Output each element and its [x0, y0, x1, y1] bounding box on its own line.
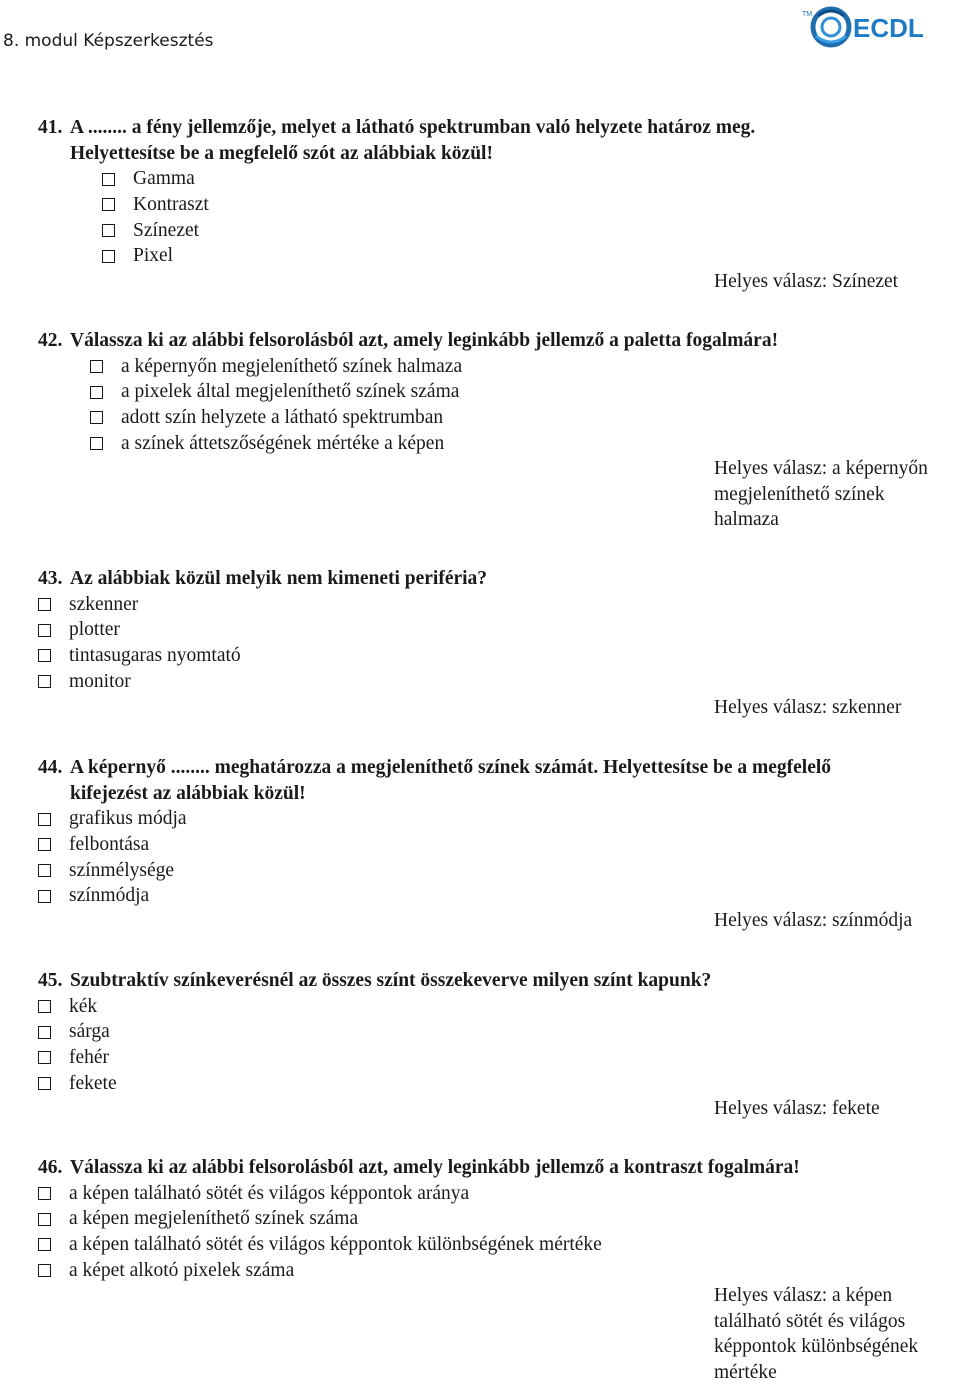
question-number: 44. — [38, 757, 63, 778]
question-title-line: Szubtraktív színkeverésnél az összes színt összekeverve milyen színt kapunk? — [70, 970, 712, 991]
answer-line: Helyes válasz: a képernyőn — [714, 458, 928, 479]
question-title-line: Az alábbiak közül melyik nem kimeneti periféria? — [70, 568, 488, 589]
checkbox[interactable] — [102, 198, 115, 211]
option-label: felbontása — [69, 834, 150, 856]
option-label: grafikus módja — [69, 808, 187, 830]
option-label: fekete — [69, 1072, 117, 1094]
option-item[interactable] — [90, 379, 778, 405]
option-item[interactable] — [38, 883, 831, 909]
option-label: Pixel — [133, 245, 174, 267]
option-list — [38, 166, 755, 269]
option-item[interactable] — [102, 243, 755, 269]
option-item[interactable] — [38, 1071, 711, 1097]
option-item[interactable] — [38, 1258, 800, 1284]
question-number: 41. — [38, 117, 63, 138]
correct-answer — [714, 908, 960, 934]
checkbox[interactable] — [38, 649, 51, 662]
option-label: adott szín helyzete a látható spektrumban — [121, 407, 444, 429]
checkbox[interactable] — [90, 411, 103, 424]
answer-line: Helyes válasz: szkenner — [714, 697, 902, 718]
question-43 — [38, 566, 487, 694]
option-item[interactable] — [102, 218, 755, 244]
option-item[interactable] — [38, 858, 831, 884]
option-item[interactable] — [38, 669, 487, 695]
option-item[interactable] — [38, 1019, 711, 1045]
question-title-line: Válassza ki az alábbi felsorolásból azt, amely leginkább jellemző a paletta fogalmára! — [70, 330, 779, 351]
option-item[interactable] — [38, 592, 487, 618]
question-title — [38, 968, 711, 994]
checkbox[interactable] — [102, 173, 115, 186]
answer-line: megjeleníthető színek — [714, 483, 885, 505]
checkbox[interactable] — [90, 437, 103, 450]
question-42 — [38, 328, 778, 456]
checkbox[interactable] — [38, 1000, 51, 1013]
option-item[interactable] — [38, 1045, 711, 1071]
checkbox[interactable] — [38, 1026, 51, 1039]
checkbox[interactable] — [38, 864, 51, 877]
question-title — [38, 566, 487, 592]
correct-answer — [714, 1096, 960, 1122]
correct-answer — [714, 1283, 960, 1386]
checkbox[interactable] — [38, 675, 51, 688]
question-title — [38, 1155, 800, 1181]
correct-answer — [714, 269, 960, 295]
option-label: Kontraszt — [133, 194, 209, 216]
option-item[interactable] — [38, 1232, 800, 1258]
option-item[interactable] — [38, 994, 711, 1020]
checkbox[interactable] — [38, 890, 51, 903]
question-45 — [38, 968, 711, 1096]
option-label: Színezet — [133, 219, 200, 241]
question-title — [38, 328, 778, 354]
answer-line: mértéke — [714, 1362, 777, 1384]
question-title-line: Válassza ki az alábbi felsorolásból azt, amely leginkább jellemző a kontraszt fogalmára! — [70, 1157, 800, 1178]
checkbox[interactable] — [102, 250, 115, 263]
checkbox[interactable] — [38, 1213, 51, 1226]
option-list — [38, 1181, 800, 1284]
option-item[interactable] — [90, 431, 778, 457]
option-label: a képen található sötét és világos képpontok aránya — [69, 1182, 470, 1204]
option-list — [38, 994, 711, 1097]
option-label: Gamma — [133, 168, 195, 190]
question-41 — [38, 115, 755, 269]
checkbox[interactable] — [38, 1238, 51, 1251]
option-label: a pixelek által megjeleníthető színek száma — [121, 381, 460, 403]
answer-line: található sötét és világos — [714, 1310, 906, 1332]
question-44 — [38, 755, 831, 909]
option-label: kék — [69, 995, 98, 1017]
checkbox[interactable] — [38, 1077, 51, 1090]
question-number: 42. — [38, 330, 63, 351]
option-list — [38, 354, 778, 457]
answer-line: Helyes válasz: színmódja — [714, 910, 913, 931]
answer-line: Helyes válasz: Színezet — [714, 271, 899, 292]
option-item[interactable] — [38, 1181, 800, 1207]
logo-tm: TM — [802, 11, 813, 18]
option-item[interactable] — [102, 166, 755, 192]
checkbox[interactable] — [38, 1187, 51, 1200]
option-list — [38, 806, 831, 909]
correct-answer — [714, 456, 960, 533]
question-title-line: A ........ a fény jellemzője, melyet a látható spektrumban való helyzete határoz meg. — [70, 117, 756, 138]
checkbox[interactable] — [38, 598, 51, 611]
question-title-line: Helyettesítse be a megfelelő szót az alábbiak közül! — [70, 142, 493, 164]
question-title-line: A képernyő ........ meghatározza a megjeleníthető színek számát. Helyettesítse be a megfelelő — [70, 757, 832, 778]
question-number: 45. — [38, 970, 63, 991]
checkbox[interactable] — [102, 224, 115, 237]
option-label: színmódja — [69, 885, 150, 907]
option-item[interactable] — [38, 806, 831, 832]
option-label: szkenner — [69, 593, 139, 615]
option-label: a képet alkotó pixelek száma — [69, 1259, 295, 1281]
option-item[interactable] — [90, 354, 778, 380]
option-label: sárga — [69, 1021, 110, 1043]
option-label: a képen megjeleníthető színek száma — [69, 1208, 359, 1230]
option-item[interactable] — [90, 405, 778, 431]
option-label: fehér — [69, 1047, 110, 1069]
option-item[interactable] — [38, 832, 831, 858]
checkbox[interactable] — [38, 813, 51, 826]
answer-line: Helyes válasz: a képen — [714, 1285, 893, 1306]
ecdl-logo — [800, 2, 935, 52]
answer-line: halmaza — [714, 509, 779, 531]
option-label: színmélysége — [69, 859, 175, 881]
option-label: plotter — [69, 619, 120, 641]
option-item[interactable] — [38, 617, 487, 643]
question-title-line: kifejezést az alábbiak közül! — [70, 782, 306, 804]
option-label: monitor — [69, 670, 131, 692]
ecdl-logo-icon — [800, 2, 935, 52]
option-label: a színek áttetszőségének mértéke a képen — [121, 432, 445, 454]
option-item[interactable] — [38, 1206, 800, 1232]
question-number: 43. — [38, 568, 63, 589]
question-title — [38, 755, 831, 806]
answer-line: képpontok különbségének — [714, 1336, 919, 1358]
option-item[interactable] — [102, 192, 755, 218]
checkbox[interactable] — [38, 1051, 51, 1064]
option-label: a képen található sötét és világos képpontok különbségének mértéke — [69, 1234, 602, 1256]
checkbox[interactable] — [38, 624, 51, 637]
checkbox[interactable] — [90, 386, 103, 399]
checkbox[interactable] — [90, 360, 103, 373]
checkbox[interactable] — [38, 838, 51, 851]
question-46 — [38, 1155, 800, 1283]
option-item[interactable] — [38, 643, 487, 669]
logo-text: ECDL — [853, 13, 924, 43]
question-number: 46. — [38, 1157, 63, 1178]
checkbox[interactable] — [38, 1264, 51, 1277]
option-label: tintasugaras nyomtató — [69, 645, 241, 667]
option-label: a képernyőn megjeleníthető színek halmaza — [121, 355, 463, 377]
question-title — [38, 115, 755, 166]
option-list — [38, 592, 487, 695]
answer-line: Helyes válasz: fekete — [714, 1098, 880, 1119]
page-header-title: 8. modul Képszerkesztés — [3, 31, 214, 51]
correct-answer — [714, 695, 960, 721]
